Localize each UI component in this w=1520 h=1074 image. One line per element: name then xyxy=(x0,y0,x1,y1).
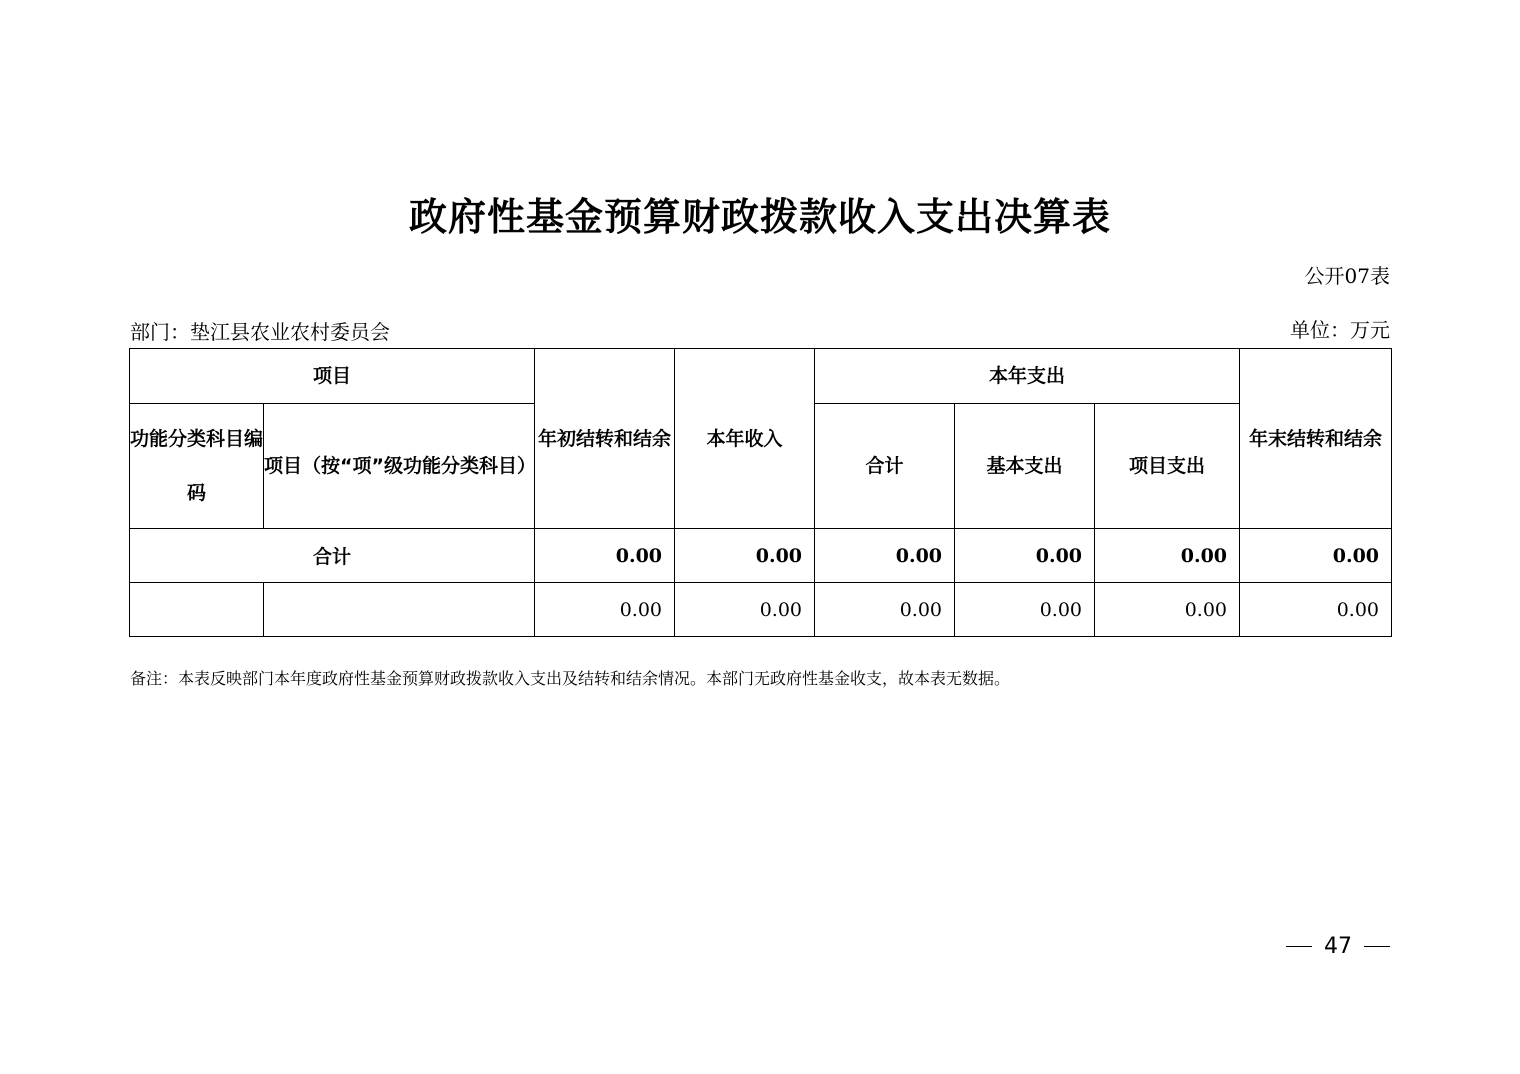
page-dash-right xyxy=(1364,946,1390,947)
header-function-code: 功能分类科目编码 xyxy=(130,404,264,529)
header-expenditure-total: 合计 xyxy=(815,404,955,529)
page-number xyxy=(1286,934,1390,959)
header-ending-balance: 年末结转和结余 xyxy=(1240,349,1392,529)
table-row xyxy=(130,583,1392,637)
header-project-name: 项目（按“项”级功能分类科目） xyxy=(264,404,535,529)
header-beginning-balance: 年初结转和结余 xyxy=(535,349,675,529)
total-ending-balance: 0.00 xyxy=(1240,529,1392,583)
row-project-name xyxy=(264,583,535,637)
department-label: 部门：垫江县农业农村委员会 xyxy=(130,320,390,344)
total-current-income: 0.00 xyxy=(675,529,815,583)
header-current-expenditure: 本年支出 xyxy=(815,349,1240,404)
form-code: 公开07表 xyxy=(1304,264,1390,288)
row-beginning-balance: 0.00 xyxy=(535,583,675,637)
page-dash-left xyxy=(1286,946,1312,947)
header-project: 项目 xyxy=(130,349,535,404)
header-project-expenditure: 项目支出 xyxy=(1095,404,1240,529)
footnote: 备注：本表反映部门本年度政府性基金预算财政拨款收入支出及结转和结余情况。本部门无政府性基金收支，故本表无数据。 xyxy=(130,669,1011,688)
row-current-income: 0.00 xyxy=(675,583,815,637)
total-expenditure-total: 0.00 xyxy=(815,529,955,583)
total-basic-expenditure: 0.00 xyxy=(955,529,1095,583)
total-project-expenditure: 0.00 xyxy=(1095,529,1240,583)
row-expenditure-total: 0.00 xyxy=(815,583,955,637)
row-basic-expenditure: 0.00 xyxy=(955,583,1095,637)
header-basic-expenditure: 基本支出 xyxy=(955,404,1095,529)
total-label: 合计 xyxy=(130,529,535,583)
row-project-expenditure: 0.00 xyxy=(1095,583,1240,637)
row-function-code xyxy=(130,583,264,637)
total-row xyxy=(130,529,1392,583)
document-title: 政府性基金预算财政拨款收入支出决算表 xyxy=(408,195,1111,239)
budget-table xyxy=(129,348,1392,637)
total-beginning-balance: 0.00 xyxy=(535,529,675,583)
header-current-income: 本年收入 xyxy=(675,349,815,529)
unit-label: 单位：万元 xyxy=(1290,318,1390,342)
row-ending-balance: 0.00 xyxy=(1240,583,1392,637)
page-number-value: 47 xyxy=(1324,934,1352,959)
